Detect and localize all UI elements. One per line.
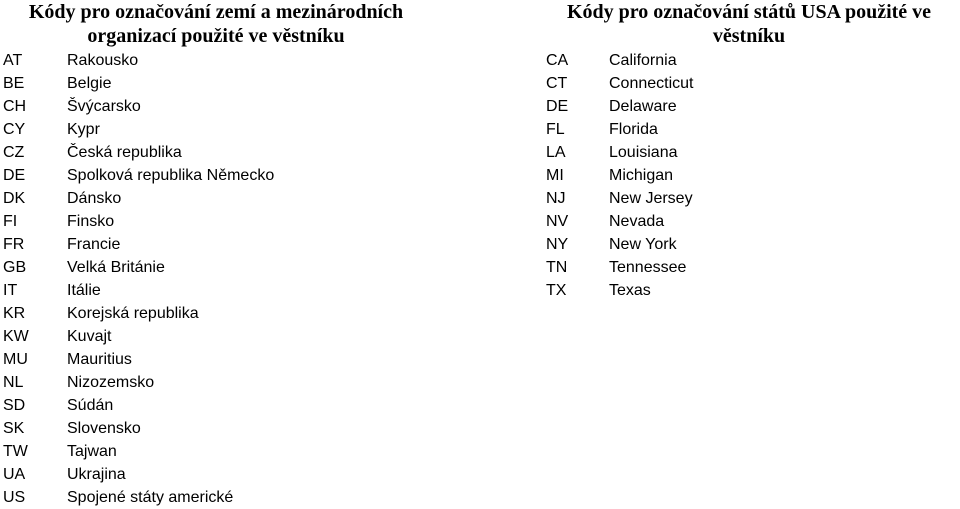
name-cell: Súdán <box>67 397 114 414</box>
name-cell: Rakousko <box>67 52 139 69</box>
table-row <box>538 118 960 141</box>
us-state-codes-heading <box>538 0 960 48</box>
name-cell: Nevada <box>609 213 665 230</box>
code-cell: FR <box>3 236 25 253</box>
code-cell: CZ <box>3 144 25 161</box>
code-cell: DE <box>3 167 26 184</box>
table-row <box>0 187 470 210</box>
heading-line: věstníku <box>712 25 786 47</box>
name-cell: Korejská republika <box>67 305 199 322</box>
code-cell: KR <box>3 305 26 322</box>
table-row <box>0 72 470 95</box>
table-row <box>0 210 470 233</box>
code-cell: UA <box>3 466 26 483</box>
table-row <box>0 325 470 348</box>
code-cell: SK <box>3 420 25 437</box>
us-state-codes-table <box>538 0 960 302</box>
us-state-codes-list <box>538 49 960 302</box>
name-cell: Česká republika <box>67 144 182 161</box>
name-cell: Spojené státy americké <box>67 489 234 506</box>
code-cell: TN <box>546 259 568 276</box>
code-cell: NY <box>546 236 569 253</box>
code-cell: CA <box>546 52 569 69</box>
table-row <box>538 279 960 302</box>
code-cell: SD <box>3 397 26 414</box>
table-row <box>538 233 960 256</box>
name-cell: Tajwan <box>67 443 117 460</box>
name-cell: Louisiana <box>609 144 678 161</box>
table-row <box>0 279 470 302</box>
code-cell: TX <box>546 282 567 299</box>
table-row <box>538 72 960 95</box>
name-cell: New Jersey <box>609 190 693 207</box>
name-cell: Švýcarsko <box>67 98 141 115</box>
name-cell: Finsko <box>67 213 115 230</box>
heading-line: Kódy pro označování států USA použité ve <box>566 1 932 23</box>
name-cell: Francie <box>67 236 121 253</box>
code-cell: MU <box>3 351 28 368</box>
country-codes-heading <box>0 0 432 48</box>
table-row <box>538 256 960 279</box>
code-cell: NV <box>546 213 569 230</box>
name-cell: California <box>609 52 677 69</box>
code-cell: FI <box>3 213 18 230</box>
code-cell: CH <box>3 98 27 115</box>
table-row <box>538 210 960 233</box>
table-row <box>0 95 470 118</box>
name-cell: Ukrajina <box>67 466 126 483</box>
heading-line: Kódy pro označování zemí a mezinárodních <box>28 1 404 23</box>
table-row <box>0 233 470 256</box>
name-cell: Spolková republika Německo <box>67 167 275 184</box>
name-cell: Tennessee <box>609 259 687 276</box>
table-row <box>538 164 960 187</box>
code-cell: CT <box>546 75 568 92</box>
name-cell: Delaware <box>609 98 677 115</box>
name-cell: Slovensko <box>67 420 141 437</box>
code-cell: DE <box>546 98 569 115</box>
table-row <box>0 371 470 394</box>
name-cell: Nizozemsko <box>67 374 155 391</box>
table-row <box>538 49 960 72</box>
code-cell: BE <box>3 75 25 92</box>
code-cell: CY <box>3 121 26 138</box>
name-cell: Belgie <box>67 75 112 92</box>
name-cell: Velká Británie <box>67 259 165 276</box>
table-row <box>0 463 470 486</box>
code-cell: FL <box>546 121 565 138</box>
table-row <box>538 187 960 210</box>
code-cell: TW <box>3 443 28 460</box>
table-row <box>0 486 470 509</box>
table-row <box>0 440 470 463</box>
name-cell: New York <box>609 236 677 253</box>
heading-line: organizací použité ve věstníku <box>87 25 345 47</box>
code-cell: NL <box>3 374 24 391</box>
name-cell: Michigan <box>609 167 674 184</box>
name-cell: Kypr <box>67 121 100 138</box>
table-row <box>0 141 470 164</box>
code-cell: NJ <box>546 190 566 207</box>
table-row <box>538 95 960 118</box>
table-row <box>0 394 470 417</box>
country-codes-list <box>0 49 470 509</box>
code-cell: KW <box>3 328 29 345</box>
code-cell: DK <box>3 190 26 207</box>
table-row <box>0 348 470 371</box>
code-cell: IT <box>3 282 18 299</box>
name-cell: Texas <box>609 282 651 299</box>
code-cell: LA <box>546 144 566 161</box>
table-row <box>538 141 960 164</box>
name-cell: Kuvajt <box>67 328 112 345</box>
name-cell: Mauritius <box>67 351 132 368</box>
country-codes-table <box>0 0 470 509</box>
code-cell: GB <box>3 259 27 276</box>
table-row <box>0 164 470 187</box>
code-cell: AT <box>3 52 23 69</box>
table-row <box>0 118 470 141</box>
name-cell: Florida <box>609 121 658 138</box>
name-cell: Connecticut <box>609 75 694 92</box>
table-row <box>0 49 470 72</box>
table-row <box>0 256 470 279</box>
name-cell: Dánsko <box>67 190 122 207</box>
code-cell: US <box>3 489 26 506</box>
table-row <box>0 302 470 325</box>
name-cell: Itálie <box>67 282 101 299</box>
code-cell: MI <box>546 167 564 184</box>
table-row <box>0 417 470 440</box>
